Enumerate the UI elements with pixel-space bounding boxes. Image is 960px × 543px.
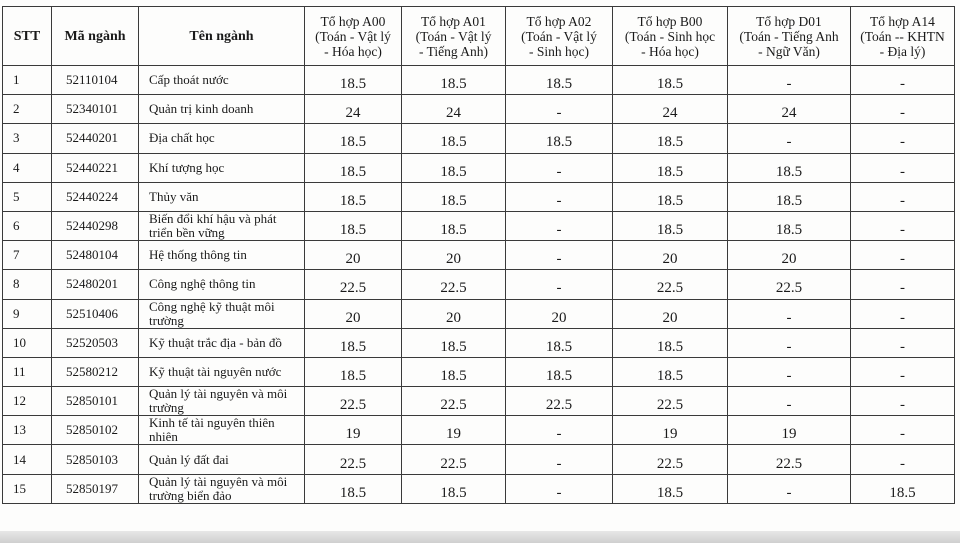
score-value: 18.5 (440, 76, 467, 93)
score-a01 (402, 474, 506, 503)
score-b00 (613, 95, 728, 124)
score-value: 18.5 (545, 367, 573, 384)
score-value: - (900, 367, 905, 384)
table-row (3, 66, 955, 95)
score-d01 (728, 416, 851, 445)
score-value: 22.5 (656, 280, 684, 297)
table-row (3, 387, 955, 416)
row-stt: 6 (3, 211, 52, 240)
group-title: Tổ hợp A02 (526, 13, 592, 29)
score-value: 19 (446, 426, 461, 443)
score-a14 (851, 270, 955, 299)
row-name: Quản trị kinh doanh (139, 95, 305, 124)
header-group-d01 (728, 7, 851, 66)
score-value: - (556, 280, 562, 297)
score-a14 (851, 328, 955, 357)
score-a01 (402, 124, 506, 153)
score-value: 19 (781, 426, 797, 443)
score-value: 18.5 (440, 163, 467, 180)
score-a00 (305, 153, 402, 182)
group-subjects: (Toán -- KHTN (860, 28, 945, 44)
group-title: Tổ hợp A14 (870, 13, 935, 29)
row-code: 52510406 (52, 299, 139, 328)
table-body (3, 66, 955, 504)
table-row (3, 95, 955, 124)
score-value: - (900, 76, 905, 93)
score-b00 (613, 211, 728, 240)
score-value: - (556, 163, 562, 180)
row-name: Hệ thống thông tin (139, 241, 305, 270)
score-value: 18.5 (339, 134, 367, 151)
score-a02 (506, 416, 613, 445)
score-a01 (402, 328, 506, 357)
row-stt: 11 (3, 357, 52, 386)
score-value: 24 (662, 105, 678, 122)
score-value: 18.5 (339, 76, 367, 93)
row-code: 52580212 (52, 357, 139, 386)
row-stt: 10 (3, 328, 52, 357)
group-subjects-2: - Hóa học) (641, 43, 699, 59)
score-a00 (305, 299, 402, 328)
score-a14 (851, 153, 955, 182)
score-value: 19 (662, 426, 678, 443)
score-value: - (900, 222, 905, 239)
header-name: Tên ngành (139, 7, 305, 66)
score-a01 (402, 357, 506, 386)
score-d01 (728, 328, 851, 357)
row-name: Quản lý tài nguyên và môi trường (139, 387, 305, 416)
score-d01 (728, 241, 851, 270)
score-a14 (851, 95, 955, 124)
header-row (3, 7, 955, 66)
group-subjects-2: - Tiếng Anh) (418, 43, 489, 59)
score-value: 22.5 (440, 280, 467, 297)
score-value: 18.5 (440, 367, 467, 384)
score-value: 22.5 (440, 455, 467, 472)
score-a00 (305, 328, 402, 357)
score-value: 24 (446, 105, 461, 122)
score-d01 (728, 182, 851, 211)
row-code: 52850101 (52, 387, 139, 416)
score-value: - (556, 426, 562, 443)
score-value: 22.5 (440, 397, 467, 414)
row-stt: 1 (3, 66, 52, 95)
score-b00 (613, 416, 728, 445)
table-row (3, 328, 955, 357)
score-a00 (305, 66, 402, 95)
score-value: 18.5 (339, 222, 367, 239)
group-subjects: (Toán - Vật lý (315, 28, 391, 44)
table-row (3, 182, 955, 211)
group-subjects: (Toán - Vật lý (415, 28, 492, 44)
score-a01 (402, 416, 506, 445)
score-a02 (506, 66, 613, 95)
score-value: 22.5 (775, 455, 803, 472)
score-value: - (786, 134, 792, 151)
score-a02 (506, 153, 613, 182)
score-a00 (305, 270, 402, 299)
score-value: - (556, 455, 562, 472)
score-value: 18.5 (545, 76, 573, 93)
score-value: - (900, 338, 905, 355)
score-value: 20 (662, 251, 678, 268)
score-value: 18.5 (440, 192, 467, 209)
score-d01 (728, 474, 851, 503)
score-a02 (506, 124, 613, 153)
score-b00 (613, 241, 728, 270)
header-group-b00 (613, 7, 728, 66)
score-a14 (851, 416, 955, 445)
score-b00 (613, 153, 728, 182)
score-a02 (506, 182, 613, 211)
score-a00 (305, 387, 402, 416)
score-a01 (402, 270, 506, 299)
score-value: 20 (345, 251, 361, 268)
score-d01 (728, 445, 851, 474)
header-group-a14 (851, 7, 955, 66)
row-stt: 4 (3, 153, 52, 182)
score-b00 (613, 474, 728, 503)
score-value: 19 (345, 426, 361, 443)
group-title: Tổ hợp B00 (637, 13, 703, 29)
score-value: - (556, 251, 562, 268)
score-a00 (305, 211, 402, 240)
row-stt: 5 (3, 182, 52, 211)
row-name: Kỹ thuật tài nguyên nước (139, 357, 305, 386)
score-a14 (851, 211, 955, 240)
score-value: 18.5 (775, 222, 803, 239)
score-value: 18.5 (545, 338, 573, 355)
row-name: Công nghệ thông tin (139, 270, 305, 299)
score-value: 18.5 (656, 222, 684, 239)
score-a00 (305, 474, 402, 503)
table-row (3, 211, 955, 240)
score-value: - (900, 163, 905, 180)
row-stt: 9 (3, 299, 52, 328)
row-code: 52440201 (52, 124, 139, 153)
header-code: Mã ngành (52, 7, 139, 66)
score-value: - (900, 192, 905, 209)
score-a02 (506, 328, 613, 357)
group-subjects: (Toán - Tiếng Anh (739, 28, 839, 44)
score-a01 (402, 153, 506, 182)
score-value: 24 (345, 105, 361, 122)
header-group-a00 (305, 7, 402, 66)
group-subjects-2: - Ngữ Văn) (758, 43, 820, 59)
score-b00 (613, 445, 728, 474)
row-stt: 15 (3, 474, 52, 503)
row-stt: 8 (3, 270, 52, 299)
score-value: 18.5 (339, 338, 367, 355)
score-value: 18.5 (440, 338, 467, 355)
group-title: Tổ hợp A01 (421, 13, 486, 29)
row-code: 52850103 (52, 445, 139, 474)
score-b00 (613, 270, 728, 299)
score-b00 (613, 124, 728, 153)
score-value: 18.5 (545, 134, 573, 151)
score-value: 18.5 (339, 484, 367, 501)
score-value: 18.5 (440, 484, 467, 501)
score-value: 24 (781, 105, 797, 122)
score-a02 (506, 95, 613, 124)
score-value: 22.5 (339, 280, 367, 297)
score-a14 (851, 387, 955, 416)
table-row (3, 299, 955, 328)
score-value: - (786, 484, 792, 501)
table-row (3, 270, 955, 299)
score-a01 (402, 241, 506, 270)
score-value: 20 (446, 309, 461, 326)
score-value: - (900, 105, 905, 122)
score-value: 18.5 (339, 192, 367, 209)
score-a02 (506, 357, 613, 386)
header-stt: STT (3, 7, 52, 66)
score-value: 20 (446, 251, 461, 268)
score-b00 (613, 66, 728, 95)
row-code: 52850197 (52, 474, 139, 503)
row-stt: 14 (3, 445, 52, 474)
score-value: 22.5 (656, 455, 684, 472)
row-stt: 12 (3, 387, 52, 416)
row-name: Biến đổi khí hậu và phát triển bền vững (139, 211, 305, 240)
score-a00 (305, 357, 402, 386)
score-value: 18.5 (775, 192, 803, 209)
group-subjects-2: - Sinh học) (529, 43, 589, 59)
score-value: 18.5 (656, 163, 684, 180)
table-row (3, 357, 955, 386)
row-code: 52480201 (52, 270, 139, 299)
group-title: Tổ hợp D01 (756, 13, 822, 29)
score-a14 (851, 241, 955, 270)
score-value: 18.5 (889, 484, 916, 501)
group-subjects: (Toán - Vật lý (521, 28, 597, 44)
score-value: - (556, 192, 562, 209)
score-a02 (506, 270, 613, 299)
row-name: Cấp thoát nước (139, 66, 305, 95)
score-b00 (613, 328, 728, 357)
row-name: Địa chất học (139, 124, 305, 153)
table-header (3, 7, 955, 66)
group-title: Tổ hợp A00 (320, 13, 386, 29)
score-a02 (506, 474, 613, 503)
score-b00 (613, 182, 728, 211)
score-d01 (728, 66, 851, 95)
score-b00 (613, 299, 728, 328)
score-value: - (786, 397, 792, 414)
row-code: 52440298 (52, 211, 139, 240)
score-value: 18.5 (440, 134, 467, 151)
score-a01 (402, 445, 506, 474)
score-value: 18.5 (656, 367, 684, 384)
score-value: 18.5 (656, 192, 684, 209)
score-a01 (402, 182, 506, 211)
score-d01 (728, 270, 851, 299)
row-stt: 13 (3, 416, 52, 445)
page-bottom-edge (0, 531, 960, 543)
score-a00 (305, 241, 402, 270)
row-code: 52110104 (52, 66, 139, 95)
row-name: Thủy văn (139, 182, 305, 211)
row-code: 52440224 (52, 182, 139, 211)
group-subjects-2: - Địa lý) (879, 43, 926, 59)
row-stt: 2 (3, 95, 52, 124)
score-value: 18.5 (656, 76, 684, 93)
row-code: 52480104 (52, 241, 139, 270)
score-a14 (851, 474, 955, 503)
score-d01 (728, 387, 851, 416)
score-a14 (851, 445, 955, 474)
score-a00 (305, 182, 402, 211)
row-code: 52520503 (52, 328, 139, 357)
group-subjects: (Toán - Sinh học (624, 28, 716, 44)
row-code: 52440221 (52, 153, 139, 182)
table-row (3, 416, 955, 445)
table-row (3, 241, 955, 270)
score-a14 (851, 66, 955, 95)
score-a02 (506, 299, 613, 328)
score-value: 18.5 (656, 484, 684, 501)
table-row (3, 153, 955, 182)
header-group-a02 (506, 7, 613, 66)
row-code: 52340101 (52, 95, 139, 124)
row-name: Khí tượng học (139, 153, 305, 182)
score-value: 18.5 (775, 163, 803, 180)
score-value: 20 (345, 309, 361, 326)
score-a14 (851, 182, 955, 211)
score-value: 18.5 (339, 163, 367, 180)
score-a14 (851, 357, 955, 386)
score-b00 (613, 357, 728, 386)
score-a14 (851, 124, 955, 153)
table-row (3, 445, 955, 474)
score-value: 20 (662, 309, 678, 326)
score-value: - (900, 251, 905, 268)
admission-score-table (2, 6, 955, 504)
score-value: 20 (551, 309, 567, 326)
score-value: 18.5 (440, 222, 467, 239)
score-value: 22.5 (656, 397, 684, 414)
score-a01 (402, 211, 506, 240)
header-group-a01 (402, 7, 506, 66)
score-d01 (728, 211, 851, 240)
score-value: 18.5 (656, 134, 684, 151)
score-a01 (402, 387, 506, 416)
score-value: - (786, 338, 792, 355)
score-value: 20 (781, 251, 797, 268)
score-a02 (506, 445, 613, 474)
score-a00 (305, 95, 402, 124)
score-value: - (900, 397, 905, 414)
row-stt: 7 (3, 241, 52, 270)
score-a02 (506, 211, 613, 240)
score-value: 22.5 (339, 455, 367, 472)
row-name: Quản lý tài nguyên và môi trường biển đảo (139, 474, 305, 503)
row-stt: 3 (3, 124, 52, 153)
score-a00 (305, 445, 402, 474)
score-value: 18.5 (656, 338, 684, 355)
score-b00 (613, 387, 728, 416)
score-a14 (851, 299, 955, 328)
score-value: - (786, 309, 792, 326)
score-value: - (900, 455, 905, 472)
score-value: - (786, 367, 792, 384)
table-row (3, 124, 955, 153)
score-value: - (556, 484, 562, 501)
score-value: 22.5 (545, 397, 573, 414)
score-value: 18.5 (339, 367, 367, 384)
row-code: 52850102 (52, 416, 139, 445)
score-a00 (305, 124, 402, 153)
score-value: - (900, 280, 905, 297)
score-value: - (900, 134, 905, 151)
group-subjects-2: - Hóa học) (324, 43, 382, 59)
score-a01 (402, 66, 506, 95)
score-value: 22.5 (775, 280, 803, 297)
score-a02 (506, 241, 613, 270)
score-value: - (556, 105, 562, 122)
score-value: - (900, 426, 905, 443)
score-value: - (786, 76, 792, 93)
row-name: Kinh tế tài nguyên thiên nhiên (139, 416, 305, 445)
score-a01 (402, 95, 506, 124)
score-d01 (728, 357, 851, 386)
score-d01 (728, 95, 851, 124)
score-d01 (728, 153, 851, 182)
score-d01 (728, 124, 851, 153)
score-value: - (556, 222, 562, 239)
score-a01 (402, 299, 506, 328)
row-name: Công nghệ kỹ thuật môi trường (139, 299, 305, 328)
score-a02 (506, 387, 613, 416)
score-value: - (900, 309, 905, 326)
score-value: 22.5 (339, 397, 367, 414)
row-name: Kỹ thuật trắc địa - bản đồ (139, 328, 305, 357)
score-d01 (728, 299, 851, 328)
table-row (3, 474, 955, 503)
row-name: Quản lý đất đai (139, 445, 305, 474)
score-a00 (305, 416, 402, 445)
